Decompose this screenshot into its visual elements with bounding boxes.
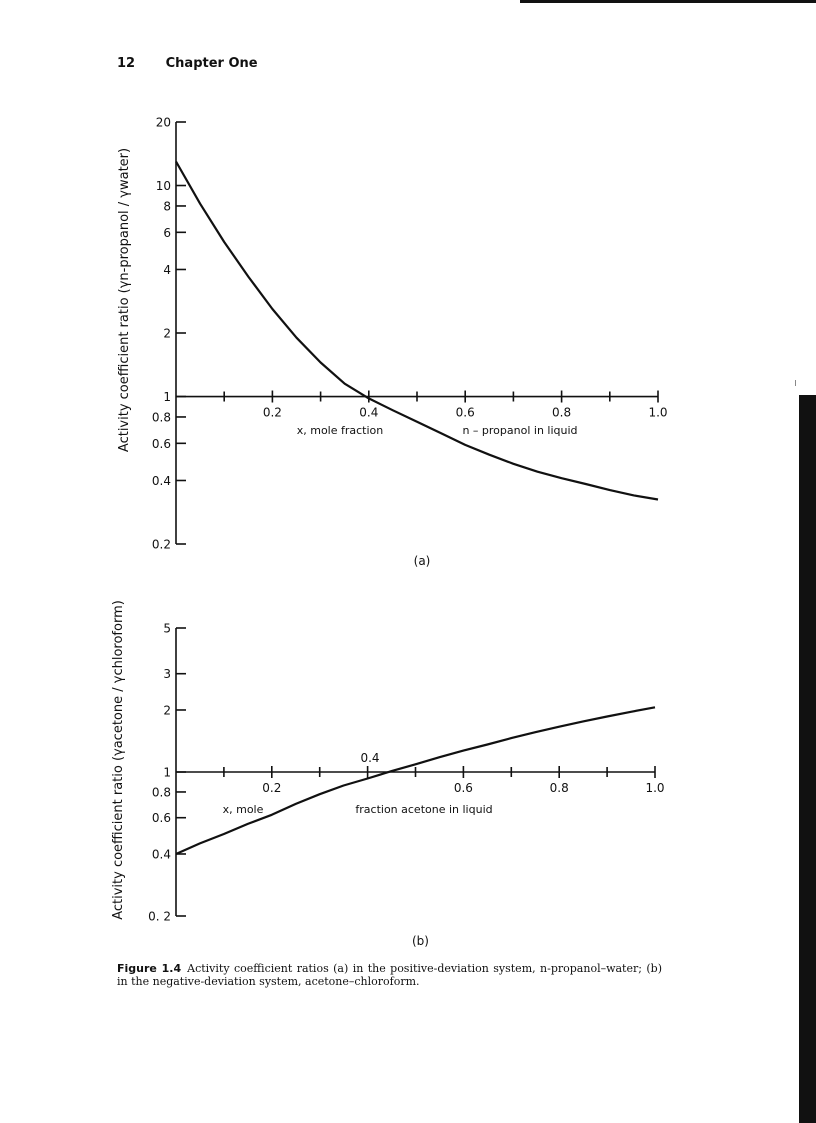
- y-tick-label: 0.4: [151, 847, 171, 862]
- y-tick-label: 0.6: [151, 811, 171, 826]
- y-tick-label: 0.2: [151, 537, 171, 552]
- y-tick-label: 6: [163, 225, 171, 240]
- y-axis-label: Activity coefficient ratio (γn-propanol / γwater): [117, 147, 132, 453]
- x-tick-label: 0.6: [455, 405, 475, 420]
- caption-label: Figure 1.4: [117, 962, 182, 975]
- figure-caption: [117, 962, 662, 988]
- x-axis-label: n – propanol in liquid: [462, 424, 578, 437]
- x-tick-label: 0.8: [549, 781, 569, 795]
- x-tick-label: 0.8: [552, 405, 572, 420]
- panel-label: (a): [413, 554, 431, 568]
- y-tick-label: 20: [155, 115, 171, 130]
- panel-label: (b): [412, 934, 429, 948]
- y-tick-label: 2: [163, 703, 171, 718]
- x-tick-label: 0.2: [262, 781, 282, 795]
- data-curve: [176, 707, 655, 854]
- x-tick-label: 0.6: [453, 781, 473, 795]
- chapter-title: Chapter One: [165, 56, 258, 71]
- chart-b: [111, 600, 665, 948]
- y-axis-label: Activity coefficient ratio (γacetone / γchloroform): [111, 600, 126, 920]
- x-tick-label: 1.0: [648, 405, 668, 420]
- y-tick-label: 0.8: [151, 410, 171, 425]
- y-tick-label: 1: [163, 765, 171, 780]
- y-tick-label: 0.6: [151, 436, 171, 451]
- page-number: 12: [117, 56, 136, 71]
- x-axis-label: fraction acetone in liquid: [355, 803, 493, 816]
- chart-a: [117, 116, 668, 569]
- y-tick-label: 2: [163, 326, 171, 341]
- x-tick-label: 0.4: [359, 405, 379, 420]
- x-tick-label: 0.2: [262, 405, 282, 420]
- x-tick-label-inline: 0.4: [360, 751, 380, 765]
- y-tick-label: 3: [163, 667, 171, 682]
- y-tick-label: 5: [163, 621, 171, 636]
- caption-text: Activity coefficient ratios (a) in the positive-deviation system, n-propanol–water; (b) in the negative-deviation system, acetone–chloroform.: [117, 962, 662, 988]
- data-curve: [176, 162, 658, 500]
- y-tick-label: 4: [163, 262, 171, 277]
- y-tick-label: 0. 2: [148, 909, 171, 924]
- y-tick-label: 8: [163, 199, 171, 214]
- x-axis-label: x, mole: [222, 803, 264, 816]
- x-tick-label: 1.0: [645, 781, 665, 795]
- y-tick-label: 0.8: [151, 785, 171, 800]
- y-tick-label: 10: [155, 179, 171, 194]
- y-tick-label: 0.4: [151, 473, 171, 488]
- y-tick-label: 1: [163, 390, 171, 405]
- x-axis-label: x, mole fraction: [296, 424, 384, 437]
